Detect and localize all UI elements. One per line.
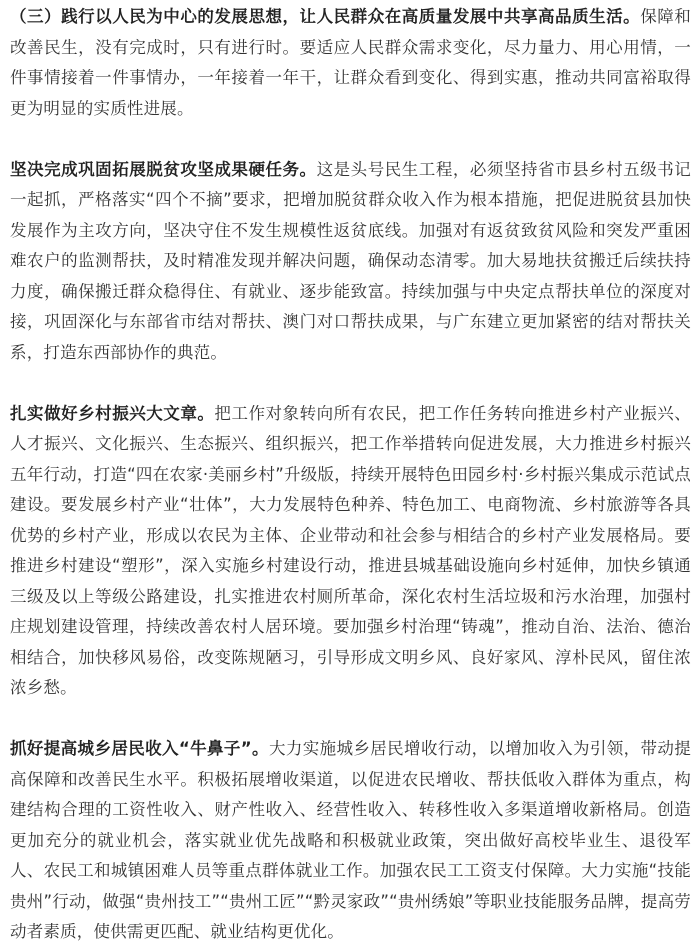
paragraph-heading: 抓好提高城乡居民收入“牛鼻子”。 <box>10 739 269 758</box>
paragraph-poverty-alleviation <box>10 155 691 369</box>
paragraph-heading: 扎实做好乡村振兴大文章。 <box>10 403 215 423</box>
paragraph-text: 这是头号民生工程，必须坚持省市县乡村五级书记一起抓，严格落实“四个不摘”要求，把增加脱贫群众收入作为根本措施，把促进脱贫县加快发展作为主攻方向，坚决守住不发生规模性返贫底线。加强对有返贫致贫风险和突发严重困难农户的监测帮扶，及时精准发现并解决问题，确保动态清零。加大易地扶贫搬迁后续扶持力度，确保搬迁群众稳得住、有就业、逐步能致富。持续加强与中央定点帮扶单位的深度对接，巩固深化与东部省市结对帮扶、澳门对口帮扶成果，与广东建立更加紧密的结对帮扶关系，打造东西部协作的典范。 <box>10 159 691 362</box>
paragraph-text: 把工作对象转向所有农民，把工作任务转向推进乡村产业振兴、人才振兴、文化振兴、生态振兴、组织振兴，把工作举措转向促进发展，大力推进乡村振兴五年行动，打造“四在农家·美丽乡村”升级版，持续开展特色田园乡村·乡村振兴集成示范试点建设。要发展乡村产业“壮体”，大力发展特色种养、特色加工、电商物流、乡村旅游等各具优势的乡村产业，形成以农民为主体、企业带动和社会参与相结合的乡村产业发展格局。要推进乡村建设“塑形”，深入实施乡村建设行动，推进县城基础设施向乡村延伸，加快乡镇通三级及以上等级公路建设，扎实推进农村厕所革命，深化农村生活垃圾和污水治理，加强村庄规划建设管理，持续改善农村人居环境。要加强乡村治理“铸魂”，推动自治、法治、德治相结合，加快移风易俗，改变陈规陋习，引导形成文明乡风、良好家风、淳朴民风，留住浓浓乡愁。 <box>10 403 691 697</box>
paragraph-people-centered <box>10 2 691 124</box>
paragraph-heading: （三）践行以人民为中心的发展思想，让人民群众在高质量发展中共享高品质生活。 <box>10 7 641 26</box>
paragraph-income-growth <box>10 734 691 948</box>
paragraph-text: 保障和改善民生，没有完成时，只有进行时。要适应人民群众需求变化，尽力量力、用心用情，一件事情接着一件事情办，一年接着一年干，让群众看到变化、得到实惠，推动共同富裕取得更为明显的实质性进展。 <box>10 7 691 118</box>
article-body <box>10 2 691 948</box>
paragraph-heading: 坚决完成巩固拓展脱贫攻坚成果硬任务。 <box>10 159 317 179</box>
paragraph-text: 大力实施城乡居民增收行动，以增加收入为引领，带动提高保障和改善民生水平。积极拓展增收渠道，以促进农民增收、帮扶低收入群体为重点，构建结构合理的工资性收入、财产性收入、经营性收入、转移性收入多渠道增收新格局。创造更加充分的就业机会，落实就业优先战略和积极就业政策，突出做好高校毕业生、退役军人、农民工和城镇困难人员等重点群体就业工作。加强农民工工资支付保障。大力实施“技能贵州”行动，做强“贵州技工”“贵州工匠”“黔灵家政”“贵州绣娘”等职业技能服务品牌，提高劳动者素质，使供需更匹配、就业结构更优化。 <box>10 739 692 941</box>
paragraph-rural-revitalization <box>10 399 691 704</box>
